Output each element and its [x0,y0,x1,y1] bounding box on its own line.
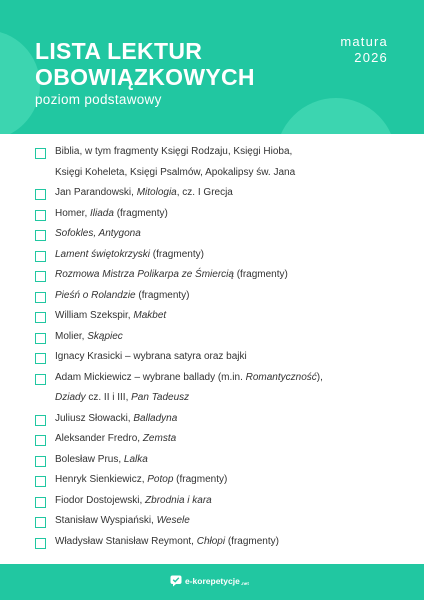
list-item-text [55,409,177,430]
list-item-line [55,532,279,553]
text-segment: (fragmenty) [173,474,228,485]
text-segment: Stanisław Wyspiański, [55,515,157,526]
italic-title: Pieśń o Rolandzie [55,289,136,301]
list-item-line [55,183,233,204]
italic-title: Chłopi [196,535,226,547]
italic-title: Iliada [90,207,114,219]
checkbox[interactable] [35,435,46,446]
list-item [35,145,395,186]
checkbox[interactable] [35,271,46,282]
checkbox[interactable] [35,415,46,426]
list-item-line [55,204,168,225]
list-item-line [55,491,212,512]
text-segment: Aleksander Fredro, [55,433,143,444]
list-item-text [55,224,141,245]
italic-title: Lalka [123,453,148,465]
badge-line-1: matura [340,34,388,49]
list-item-text [55,286,190,307]
italic-title: Sofokles, Antygona [55,228,141,239]
list-item-text [55,450,148,471]
list-item-text [55,245,204,266]
text-segment: ), [316,371,323,383]
list-item-text [55,491,212,512]
italic-title: Skąpiec [87,330,123,342]
list-item-line [55,245,204,266]
italic-title: Potop [147,474,174,485]
title-line-1: LISTA LEKTUR [35,38,203,64]
brand-logo [170,575,249,587]
list-item [35,371,395,412]
text-segment: (fragmenty) [113,207,168,219]
checkbox[interactable] [35,230,46,241]
list-item-text [55,470,227,491]
list-item-text [55,183,233,204]
checkbox[interactable] [35,538,46,549]
list-item-text [55,347,247,368]
text-segment: , cz. I Grecja [176,187,233,198]
list-item-line [55,409,177,430]
text-segment: Henryk Sienkiewicz, [55,474,148,485]
text-segment: Władysław Stanisław Reymont, [55,535,197,547]
italic-title: Romantyczność [245,371,317,383]
italic-title: Mitologia [136,187,177,198]
checkbox[interactable] [35,497,46,508]
list-item-line [55,450,148,471]
header-banner [0,0,424,134]
list-item-text [55,327,123,348]
text-segment: (fragmenty) [150,248,204,260]
list-item-line [55,470,227,491]
list-item-line [55,163,295,184]
text-segment: Adam Mickiewicz – wybrane ballady (m.in. [55,371,246,383]
italic-title: Pan Tadeusz [131,392,190,403]
checkbox[interactable] [35,374,46,385]
reading-list [35,145,395,555]
checkbox[interactable] [35,189,46,200]
checkbox[interactable] [35,353,46,364]
checkbox[interactable] [35,292,46,303]
text-segment: (fragmenty) [225,535,279,547]
title-line-2: OBOWIĄZKOWYCH [35,64,255,90]
list-item-text [55,368,323,409]
list-item-line [55,306,166,327]
checkbox[interactable] [35,148,46,159]
text-segment: (fragmenty) [233,269,288,280]
list-item-line [55,142,295,163]
logo-tld: .net [240,580,249,586]
checkbox[interactable] [35,312,46,323]
checkbox[interactable] [35,456,46,467]
list-item-text [55,429,176,450]
italic-title: Makbet [133,310,167,321]
checkbox[interactable] [35,251,46,262]
checkbox[interactable] [35,517,46,528]
list-item [35,535,395,556]
badge-line-2: 2026 [354,50,388,65]
text-segment: Jan Parandowski, [55,187,137,198]
italic-title: Lament świętokrzyski [55,248,151,260]
page-subtitle: poziom podstawowy [35,92,162,107]
list-item-text [55,511,190,532]
decorative-circle-left [0,30,40,134]
list-item-text [55,142,295,183]
text-segment: Homer, [55,207,91,219]
list-item-line [55,286,190,307]
text-segment: William Szekspir, [55,310,134,321]
text-segment: Księgi Koheleta, Księgi Psalmów, Apokalipsy św. Jana [55,166,296,178]
list-item-text [55,532,279,553]
logo-text: e-korepetycje [185,576,240,586]
text-segment: Juliusz Słowacki, [55,412,134,424]
text-segment: Bolesław Prus, [55,453,124,465]
checkbox[interactable] [35,476,46,487]
italic-title: Zemsta [142,433,177,444]
text-segment: Molier, [55,330,88,342]
text-segment: (fragmenty) [135,289,190,301]
italic-title: Rozmowa Mistrza Polikarpa ze Śmiercią [55,269,234,280]
checkbox[interactable] [35,333,46,344]
text-segment: cz. II i III, [85,392,132,403]
italic-title: Dziady [55,392,86,403]
text-segment: Fiodor Dostojewski, [55,494,146,506]
text-segment: Ignacy Krasicki – wybrana satyra oraz bajki [55,351,247,362]
list-item-line [55,224,141,245]
list-item-text [55,306,166,327]
italic-title: Zbrodnia i kara [145,494,212,506]
italic-title: Wesele [156,515,190,526]
list-item-line [55,388,323,409]
text-segment: Biblia, w tym fragmenty Księgi Rodzaju, Księgi Hioba, [55,146,293,157]
list-item-line [55,265,288,286]
exam-badge [340,34,388,66]
message-bubble-icon [170,575,182,587]
list-item-text [55,265,288,286]
list-item-line [55,511,190,532]
list-item-line [55,347,247,368]
italic-title: Balladyna [133,412,178,424]
page-title [35,38,255,90]
list-item-line [55,327,123,348]
footer-bar [0,564,424,600]
checkbox[interactable] [35,210,46,221]
list-item-line [55,368,323,389]
list-item-text [55,204,168,225]
decorative-circle-right [276,98,396,134]
list-item-line [55,429,176,450]
